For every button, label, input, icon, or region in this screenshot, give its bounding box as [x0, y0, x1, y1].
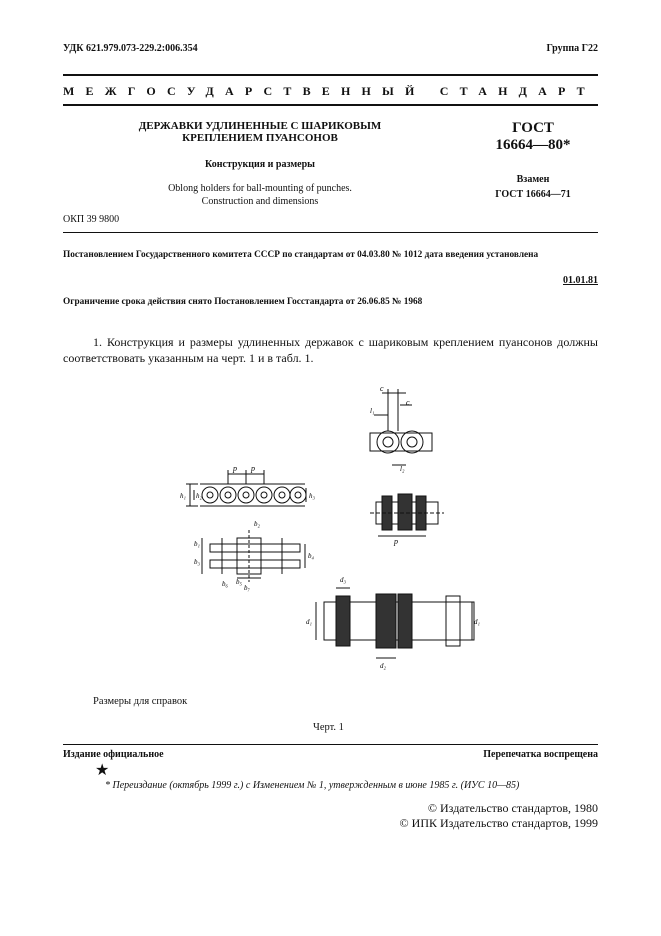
- title-rule: [63, 232, 598, 233]
- okp-code: ОКП 39 9800: [63, 214, 120, 225]
- english-title-line-1: Oblong holders for ball-mounting of punches.: [168, 183, 352, 194]
- limitation-note: Ограничение срока действия снято Постановлением Госстандарта от 26.06.85 № 1968: [63, 297, 423, 307]
- label-p-3: p: [394, 537, 398, 546]
- replaces-block: [478, 172, 588, 202]
- label-d2: d₂: [380, 662, 386, 670]
- gost-designation: [478, 120, 588, 154]
- gost-number: 16664—80*: [495, 137, 571, 153]
- drawing-cross-section: [306, 572, 486, 672]
- label-b2: b₂: [254, 520, 260, 528]
- group-code: Группа Г22: [546, 43, 598, 54]
- label-b6: b₆: [222, 580, 228, 588]
- label-b4: b₄: [308, 552, 314, 560]
- title-line-2: КРЕПЛЕНИЕМ ПУАНСОНОВ: [182, 132, 338, 144]
- heading-rule: [63, 104, 598, 106]
- gost-label: ГОСТ: [512, 120, 554, 136]
- label-c-1: c: [380, 384, 384, 393]
- label-b3: b₃: [194, 558, 200, 566]
- interstate-standard-heading: МЕЖГОСУДАРСТВЕННЫЙ СТАНДАРТ: [63, 84, 596, 98]
- reprint-prohibited: Перепечатка воспрещена: [483, 749, 598, 760]
- replaces-label: Взамен: [516, 174, 550, 185]
- label-b5: b₅: [236, 578, 242, 586]
- label-h2: h₂: [196, 492, 202, 500]
- drawing-chain-side-view: [192, 512, 322, 592]
- label-l2: l₂: [400, 465, 405, 473]
- paragraph-1: 1. Конструкция и размеры удлиненных державок с шариковым креплением пуансонов должны соответствовать указанным на черт. 1 и в табл. 1.: [63, 335, 598, 365]
- english-title-line-2: Construction and dimensions: [201, 196, 319, 207]
- top-rule: [63, 74, 598, 76]
- label-d1-2: d₁: [474, 618, 480, 626]
- label-h3: h₃: [309, 492, 315, 500]
- udk-code: УДК 621.979.073-229.2:006.354: [63, 43, 198, 54]
- label-b1: b₁: [194, 540, 200, 548]
- footer-rule: [63, 744, 598, 745]
- effective-date: 01.01.81: [563, 275, 598, 286]
- label-d3: d₃: [340, 576, 346, 584]
- decree-text: Постановлением Государственного комитета СССР по стандартам от 04.03.80 № 1012 дата введения установлена: [63, 250, 539, 260]
- label-b7: b₇: [244, 584, 250, 592]
- document-title: [100, 120, 420, 144]
- title-line-1: ДЕРЖАВКИ УДЛИНЕННЫЕ С ШАРИКОВЫМ: [138, 120, 382, 132]
- figure-caption: Черт. 1: [313, 722, 344, 733]
- label-c-2: c: [406, 398, 410, 407]
- drawing-holder-section: [368, 488, 448, 548]
- english-title: [100, 182, 420, 208]
- official-edition: Издание официальное: [63, 749, 164, 760]
- label-h1: h₁: [180, 492, 186, 500]
- label-d1-1: d₁: [306, 618, 312, 626]
- star-icon: ★: [95, 762, 110, 779]
- reference-note: Размеры для справок: [93, 696, 188, 707]
- replaces-gost: ГОСТ 16664—71: [495, 189, 571, 200]
- label-p-2: p: [251, 464, 255, 473]
- document-subtitle: Конструкция и размеры: [205, 159, 315, 170]
- label-l1: l₁: [370, 407, 375, 415]
- copyright-1980: © Издательство стандартов, 1980: [427, 801, 598, 815]
- copyright-1999: © ИПК Издательство стандартов, 1999: [399, 816, 598, 830]
- drawing-holder-link: [362, 385, 442, 475]
- reissue-note: * Переиздание (октябрь 1999 г.) с Изменением № 1, утвержденным в июне 1985 г. (ИУС 10—85): [105, 780, 520, 791]
- label-p-1: p: [233, 464, 237, 473]
